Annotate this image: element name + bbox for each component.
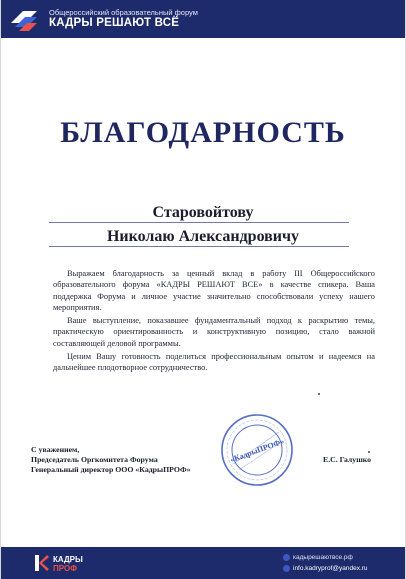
paragraph-3: Ценим Вашу готовность поделиться профессиональным опытом и надеемся на дальнейшее плодотворное сотрудничество. [53, 352, 375, 373]
stamp-center-text: «КадрыПРОФ» [228, 436, 286, 465]
globe-icon [283, 554, 290, 561]
position-1: Председатель Оргкомитета Форума [31, 455, 158, 464]
greeting: С уважением, [31, 445, 80, 454]
paragraph-2: Ваше выступление, показавшее фундаментальный подход к раскрытию темы, практическую ориентированность и конструктивную позицию, стало важной составляющей деловой программы. [53, 316, 375, 348]
underline-2 [49, 246, 349, 247]
recipient-surname: Старовойтову [152, 204, 254, 221]
recipient-given-names: Николаю Александровичу [106, 228, 300, 245]
ink-dot [368, 451, 370, 453]
footer-brand-line2: ПРОФ [53, 564, 78, 573]
footer-brand-line1: КАДРЫ [53, 555, 83, 564]
paragraph-1: Выражаем благодарность за ценный вклад в работу III Общероссийского образовательного форума «КАДРЫ РЕШАЮТ ВСЕ» в качестве спикера. Ваша поддержка Форума и личное участие значительно способствовали успеху нашего мероприятия. [53, 269, 375, 312]
letter-body [53, 268, 375, 376]
footer-banner [1, 547, 405, 579]
mail-icon [283, 565, 290, 572]
position-2: Генеральный директор ООО «КадрыПРОФ» [31, 465, 191, 474]
footer-website[interactable]: кадырешаютвсе.рф [293, 554, 353, 561]
document-title: БЛАГОДАРНОСТЬ [60, 116, 346, 149]
underline-1 [49, 222, 349, 223]
stamp-seal [219, 412, 295, 488]
footer-email[interactable]: info.kadryprof@yandex.ru [293, 565, 368, 572]
ink-dot [318, 393, 320, 395]
kadryprof-logo-icon [35, 555, 49, 571]
header-subtitle: Общероссийский образовательный форум [49, 8, 198, 17]
header-brand: КАДРЫ РЕШАЮТ ВСЁ [49, 17, 180, 29]
signatory-name: Е.С. Галушко [323, 455, 372, 464]
flag-logo-icon [9, 7, 39, 31]
header-banner [1, 0, 405, 38]
signature-block [31, 445, 191, 475]
